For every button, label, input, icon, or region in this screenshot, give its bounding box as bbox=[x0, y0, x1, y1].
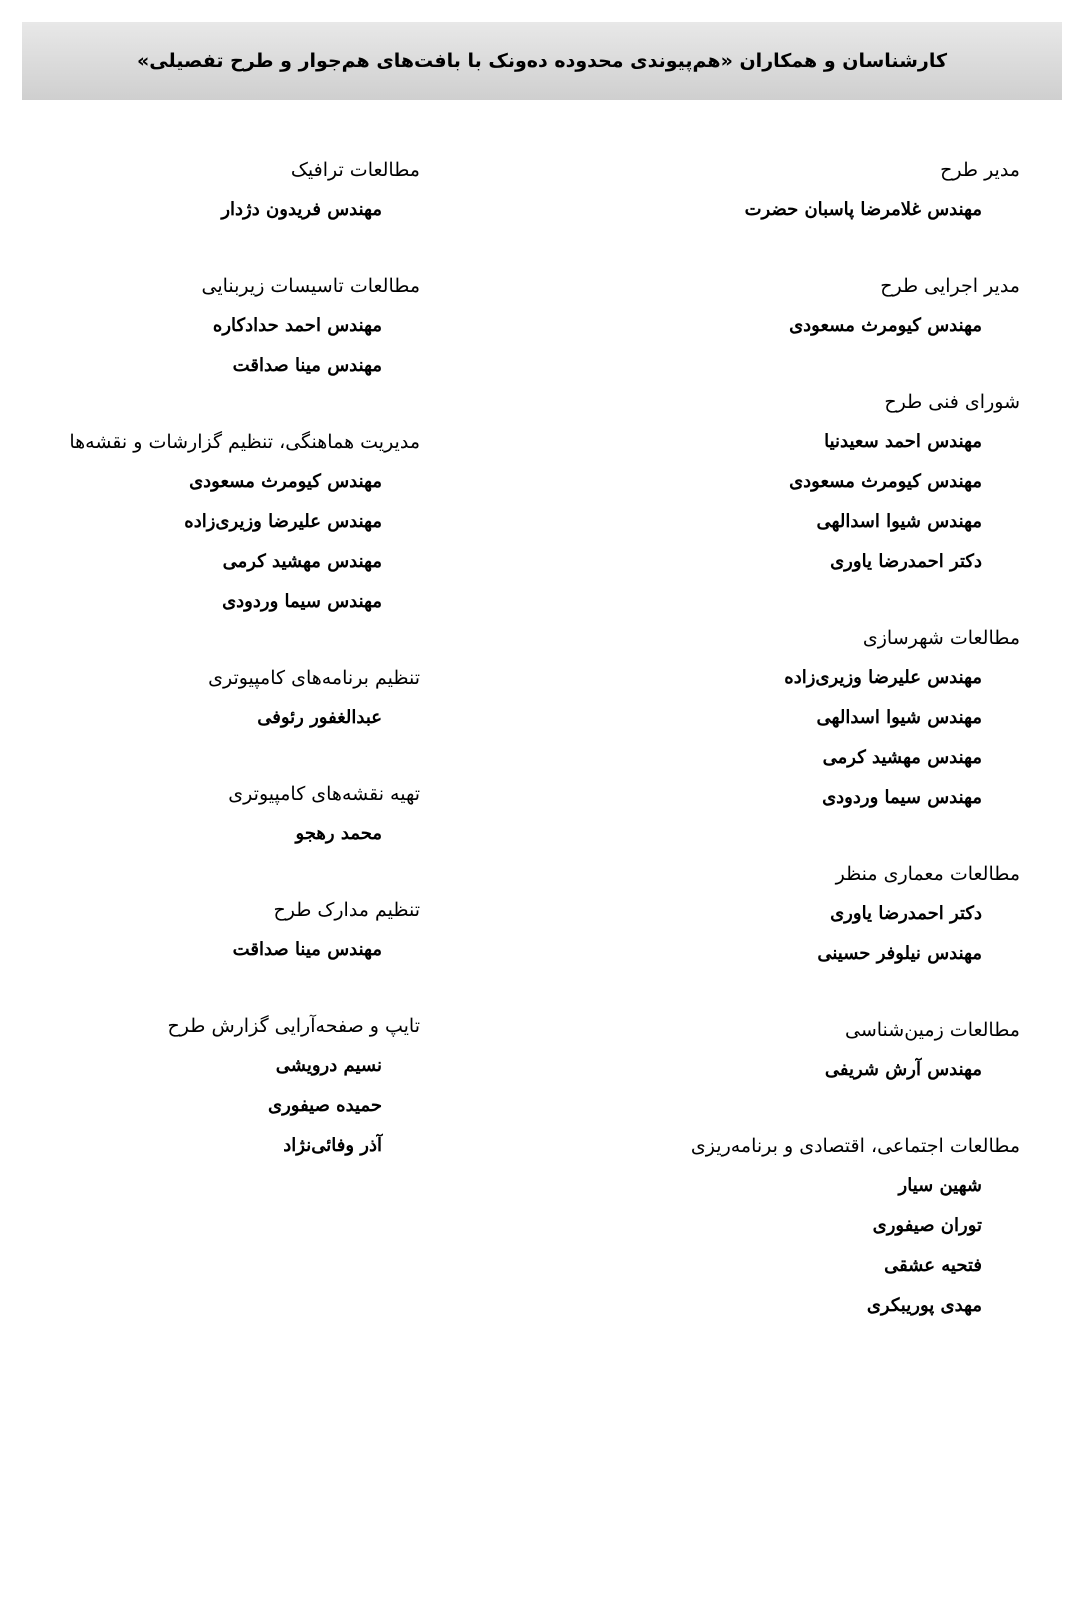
role-title: تایپ و صفحه‌آرایی گزارش طرح bbox=[167, 1015, 420, 1037]
member-name: مهندس احمد سعیدنیا bbox=[824, 431, 982, 452]
role-title: مدیر طرح bbox=[940, 159, 1020, 181]
role-section bbox=[580, 1010, 1020, 1090]
right-column bbox=[580, 150, 1020, 1362]
member-name: مهندس آرش شریفی bbox=[824, 1059, 982, 1080]
role-title: تنظیم مدارک طرح bbox=[273, 899, 420, 921]
member-name: مهندس مینا صداقت bbox=[232, 939, 382, 960]
role-section bbox=[580, 266, 1020, 346]
role-section bbox=[580, 150, 1020, 230]
member-name: مهندس علیرضا وزیری‌زاده bbox=[784, 667, 982, 688]
header-banner bbox=[22, 22, 1062, 100]
role-section bbox=[0, 658, 420, 738]
member-name: آذر وفائی‌نژاد bbox=[283, 1135, 382, 1156]
member-name: توران صیفوری bbox=[872, 1215, 982, 1236]
member-name: نسیم درویشی bbox=[275, 1055, 382, 1076]
role-section bbox=[0, 422, 420, 622]
member-name: مهندس احمد حدادکاره bbox=[212, 315, 382, 336]
member-name: مهندس سیما وردودی bbox=[222, 591, 382, 612]
role-section bbox=[0, 266, 420, 386]
member-name: محمد رهجو bbox=[295, 823, 382, 844]
left-column bbox=[0, 150, 420, 1202]
role-section bbox=[0, 150, 420, 230]
role-title: تهیه نقشه‌های کامپیوتری bbox=[228, 783, 420, 805]
role-section bbox=[0, 774, 420, 854]
role-section bbox=[0, 890, 420, 970]
role-title: مطالعات زمین‌شناسی bbox=[845, 1019, 1020, 1041]
role-section bbox=[0, 1006, 420, 1166]
page-title: کارشناسان و همکاران «هم‌پیوندی محدوده دەونک با بافت‌های هم‌جوار و طرح تفصیلی» bbox=[136, 50, 947, 72]
role-section bbox=[580, 854, 1020, 974]
role-section bbox=[580, 382, 1020, 582]
role-title: مطالعات اجتماعی، اقتصادی و برنامه‌ریزی bbox=[690, 1135, 1020, 1157]
role-title: مدیریت هماهنگی، تنظیم گزارشات و نقشه‌ها bbox=[69, 431, 420, 453]
member-name: فتحیه عشقی bbox=[884, 1255, 982, 1276]
role-title: مدیر اجرایی طرح bbox=[880, 275, 1020, 297]
role-section bbox=[580, 618, 1020, 818]
role-title: مطالعات شهرسازی bbox=[862, 627, 1020, 649]
member-name: حمیده صیفوری bbox=[267, 1095, 382, 1116]
role-section bbox=[580, 1126, 1020, 1326]
member-name: مهندس سیما وردودی bbox=[822, 787, 982, 808]
role-title: شورای فنی طرح bbox=[884, 391, 1020, 413]
member-name: مهندس کیومرث مسعودی bbox=[789, 315, 982, 336]
member-name: مهندس فریدون دژدار bbox=[221, 199, 382, 220]
member-name: شهین سیار bbox=[898, 1175, 982, 1196]
member-name: دکتر احمدرضا یاوری bbox=[830, 903, 982, 924]
member-name: مهندس مینا صداقت bbox=[232, 355, 382, 376]
role-title: مطالعات تاسیسات زیربنایی bbox=[201, 275, 420, 297]
member-name: مهندس غلامرضا پاسبان حضرت bbox=[744, 199, 982, 220]
role-title: مطالعات معماری منظر bbox=[835, 863, 1020, 885]
member-name: مهندس مهشید کرمی bbox=[222, 551, 382, 572]
member-name: مهندس مهشید کرمی bbox=[822, 747, 982, 768]
role-title: تنظیم برنامه‌های کامپیوتری bbox=[208, 667, 420, 689]
member-name: دکتر احمدرضا یاوری bbox=[830, 551, 982, 572]
member-name: مهندس نیلوفر حسینی bbox=[817, 943, 982, 964]
member-name: مهندس کیومرث مسعودی bbox=[189, 471, 382, 492]
member-name: مهندس شیوا اسدالهی bbox=[816, 511, 982, 532]
member-name: مهدی پوریبکری bbox=[866, 1295, 982, 1316]
member-name: عبدالغفور رئوفی bbox=[257, 707, 382, 728]
role-title: مطالعات ترافیک bbox=[290, 159, 420, 181]
member-name: مهندس شیوا اسدالهی bbox=[816, 707, 982, 728]
member-name: مهندس علیرضا وزیری‌زاده bbox=[184, 511, 382, 532]
member-name: مهندس کیومرث مسعودی bbox=[789, 471, 982, 492]
